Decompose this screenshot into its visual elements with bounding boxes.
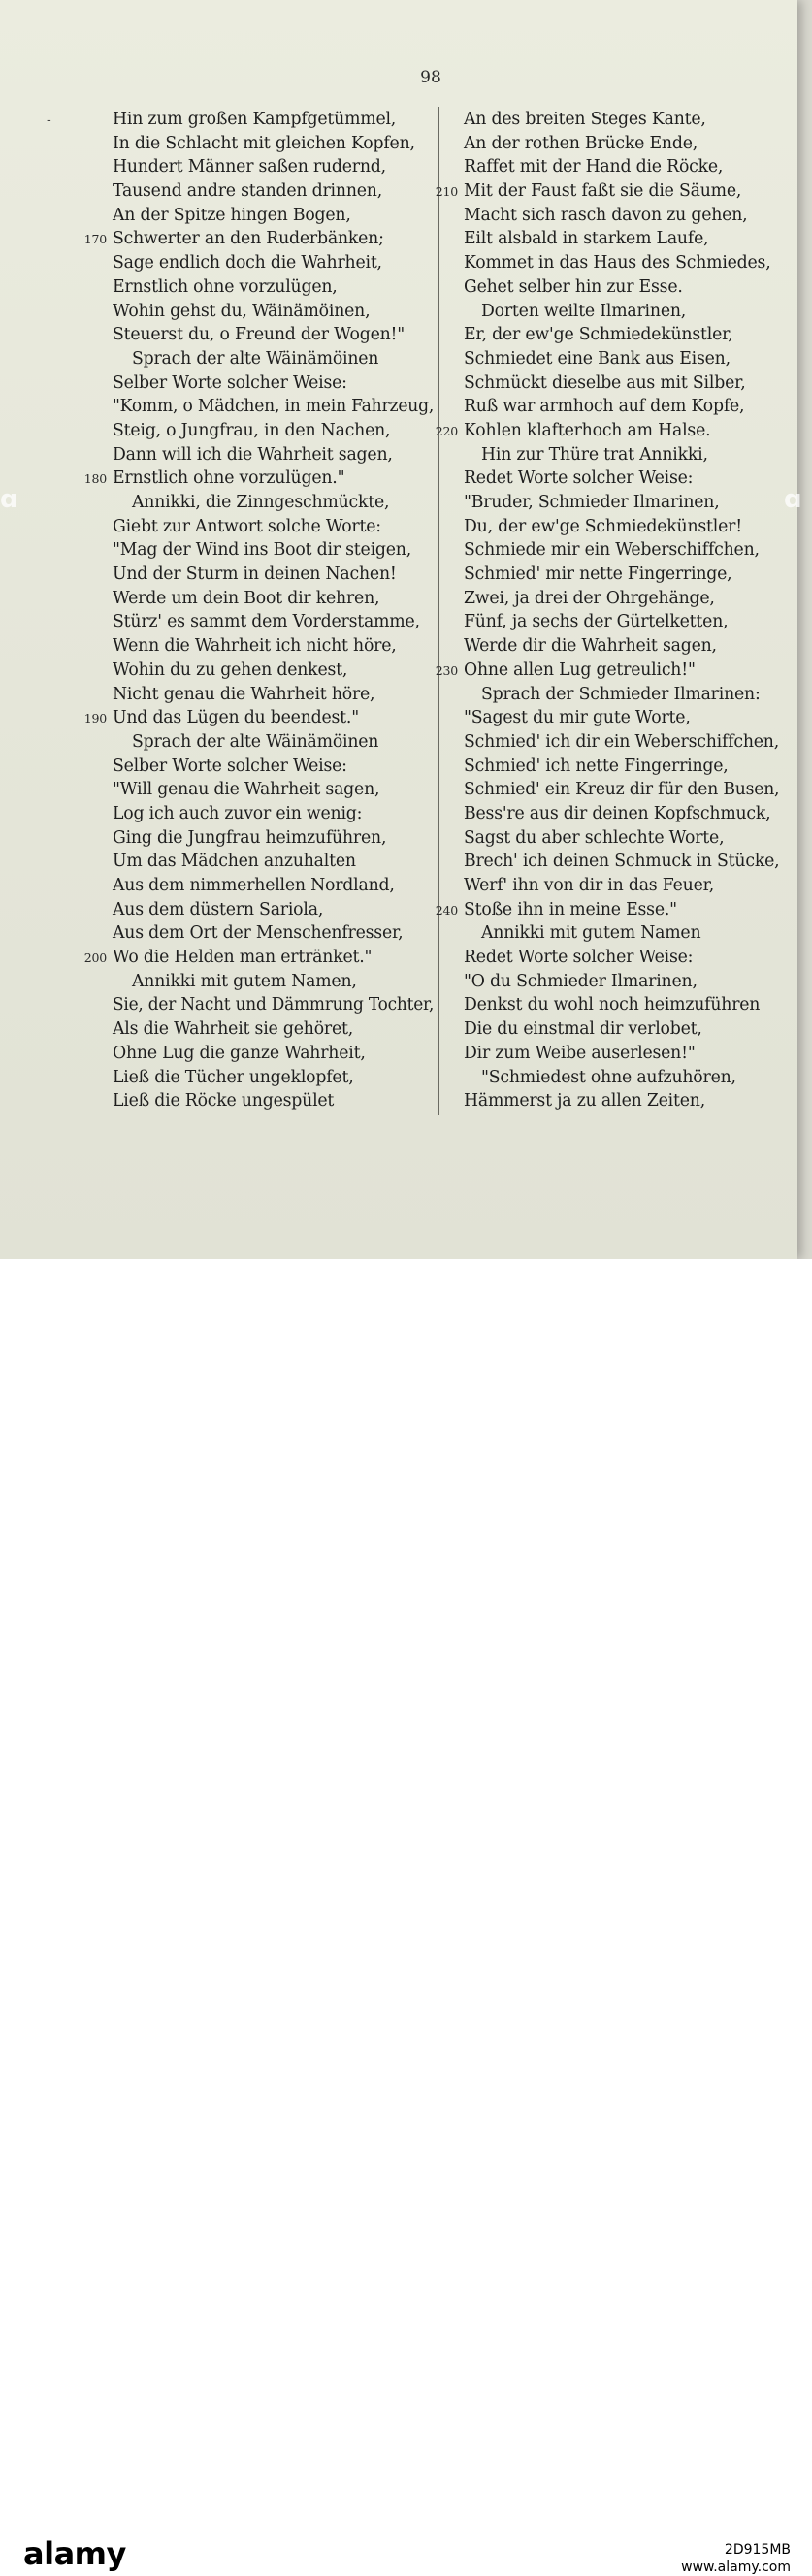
left-text-column: [50, 108, 434, 1113]
verse-line: [444, 300, 779, 324]
verse-text: Schmied' ich nette Fingerringe,: [464, 756, 729, 776]
verse-line: [50, 993, 434, 1017]
verse-line: [444, 1089, 779, 1113]
verse-line: [444, 826, 779, 851]
verse-text: Aus dem nimmerhellen Nordland,: [113, 876, 395, 895]
verse-text: Werde um dein Boot dir kehren,: [113, 588, 380, 608]
verse-line: [444, 395, 779, 419]
verse-text: Raffet mit der Hand die Röcke,: [464, 157, 724, 177]
verse-line: [444, 970, 779, 994]
verse-line: [50, 683, 434, 707]
verse-line: [50, 659, 434, 683]
verse-line: [50, 347, 434, 371]
verse-line: [444, 874, 779, 898]
verse-text: Schmied' mir nette Fingerringe,: [464, 564, 732, 585]
verse-line: [50, 108, 434, 132]
verse-line: [444, 323, 779, 347]
verse-line: [50, 563, 434, 587]
verse-line: [50, 921, 434, 946]
line-number: 220: [435, 423, 458, 438]
verse-text: Wenn die Wahrheit ich nicht höre,: [113, 636, 397, 657]
verse-text: Wohin gehst du, Wäinämöinen,: [113, 301, 371, 321]
line-number: 180: [83, 471, 107, 487]
verse-text: Sie, der Nacht und Dämmrung Tochter,: [113, 995, 435, 1015]
line-number: 170: [83, 232, 107, 247]
verse-text: Kohlen klafterhoch am Halse.: [464, 420, 711, 440]
verse-text: Ernstlich ohne vorzulügen,: [113, 276, 338, 297]
verse-line: [50, 587, 434, 611]
verse-line: [444, 993, 779, 1017]
verse-line: [444, 706, 779, 730]
verse-text: Redet Worte solcher Weise:: [464, 948, 694, 968]
verse-text: Annikki mit gutem Namen: [481, 923, 701, 944]
stock-logo: alamy: [23, 2535, 126, 2572]
verse-text: Fünf, ja sechs der Gürtelketten,: [464, 612, 729, 632]
verse-line: [50, 227, 434, 251]
verse-line: [50, 275, 434, 300]
verse-line: [50, 132, 434, 156]
verse-line: [444, 1042, 779, 1066]
verse-text: Hin zur Thüre trat Annikki,: [481, 444, 708, 465]
verse-line: [444, 204, 779, 228]
verse-text: Dann will ich die Wahrheit sagen,: [113, 444, 393, 465]
verse-line: [50, 251, 434, 275]
verse-line: [50, 610, 434, 634]
verse-text: Und der Sturm in deinen Nachen!: [113, 564, 397, 585]
verse-text: Und das Lügen du beendest.": [113, 708, 359, 728]
verse-line: [50, 155, 434, 179]
verse-text: Als die Wahrheit sie gehöret,: [113, 1019, 354, 1040]
verse-text: Ging die Jungfrau heimzuführen,: [113, 827, 387, 848]
verse-text: Sagst du aber schlechte Worte,: [464, 827, 725, 848]
verse-line: [444, 946, 779, 970]
verse-line: [50, 300, 434, 324]
verse-line: [50, 898, 434, 922]
verse-line: [444, 1066, 779, 1090]
verse-line: [50, 443, 434, 467]
verse-text: Ruß war armhoch auf dem Kopfe,: [464, 397, 745, 417]
verse-line: [435, 419, 779, 443]
verse-text: Annikki mit gutem Namen,: [132, 971, 357, 991]
verse-text: Bess're aus dir deinen Kopfschmuck,: [464, 803, 771, 823]
verse-text: Ernstlich ohne vorzulügen.": [113, 468, 345, 489]
verse-line: [444, 132, 779, 156]
verse-text: In die Schlacht mit gleichen Kopfen,: [113, 133, 415, 153]
verse-text: An der rothen Brücke Ende,: [464, 133, 698, 153]
verse-text: Die du einstmal dir verlobet,: [464, 1019, 702, 1040]
verse-line: [50, 1089, 434, 1113]
verse-line: [50, 419, 434, 443]
verse-line: [444, 755, 779, 779]
stock-footer: [0, 1259, 812, 2575]
verse-line: [444, 1017, 779, 1042]
verse-text: Schmied' ein Kreuz dir für den Busen,: [464, 780, 780, 800]
verse-line: [444, 683, 779, 707]
verse-line: [444, 251, 779, 275]
verse-text: Dir zum Weibe auserlesen!": [464, 1043, 696, 1063]
verse-text: Wohin du zu gehen denkest,: [113, 660, 348, 680]
verse-text: Sprach der Schmieder Ilmarinen:: [481, 684, 761, 704]
verse-line: [50, 1017, 434, 1042]
verse-text: Redet Worte solcher Weise:: [464, 468, 694, 489]
line-number: 190: [83, 711, 107, 726]
verse-text: Schmiedet eine Bank aus Eisen,: [464, 348, 731, 369]
verse-line: [444, 634, 779, 659]
verse-line: [444, 730, 779, 755]
verse-line: [444, 443, 779, 467]
verse-text: Zwei, ja drei der Ohrgehänge,: [464, 588, 715, 608]
verse-line: [444, 778, 779, 802]
verse-line: [444, 227, 779, 251]
verse-text: Hin zum großen Kampfgetümmel,: [113, 110, 397, 129]
stock-image-info: [681, 2541, 791, 2576]
verse-text: Tausend andre standen drinnen,: [113, 181, 382, 202]
verse-text: Hämmerst ja zu allen Zeiten,: [464, 1091, 705, 1111]
verse-text: Gehet selber hin zur Esse.: [464, 276, 683, 297]
verse-text: Ließ die Tücher ungeklopfet,: [113, 1067, 354, 1087]
verse-text: Schmückt dieselbe aus mit Silber,: [464, 372, 746, 393]
verse-text: Nicht genau die Wahrheit höre,: [113, 684, 375, 704]
verse-text: Eilt alsbald in starkem Laufe,: [464, 229, 709, 249]
verse-text: "Schmiedest ohne aufzuhören,: [481, 1067, 736, 1087]
verse-line: [444, 802, 779, 826]
verse-line: [50, 850, 434, 874]
verse-text: "Bruder, Schmieder Ilmarinen,: [464, 493, 720, 512]
verse-line: [50, 730, 434, 755]
verse-text: Sage endlich doch die Wahrheit,: [113, 253, 382, 274]
stock-image-id: 2D915MB: [724, 2542, 791, 2558]
stock-site-url: www.alamy.com: [681, 2560, 791, 2575]
verse-text: Aus dem düstern Sariola,: [113, 899, 324, 919]
verse-line: [444, 371, 779, 396]
verse-line: [50, 179, 434, 204]
verse-text: Annikki, die Zinngeschmückte,: [132, 493, 390, 512]
verse-line: [444, 610, 779, 634]
verse-line: [50, 323, 434, 347]
verse-text: "Mag der Wind ins Boot dir steigen,: [113, 540, 412, 561]
verse-text: An des breiten Steges Kante,: [464, 110, 706, 129]
verse-text: Stürz' es sammt dem Vorderstamme,: [113, 612, 420, 632]
verse-text: Ohne Lug die ganze Wahrheit,: [113, 1043, 366, 1063]
verse-line: [444, 921, 779, 946]
verse-text: Werde dir die Wahrheit sagen,: [464, 636, 717, 657]
verse-text: Ohne allen Lug getreulich!": [464, 660, 696, 680]
verse-line: [50, 371, 434, 396]
verse-line: [50, 970, 434, 994]
verse-text: Schmiede mir ein Weberschiffchen,: [464, 540, 760, 561]
verse-text: Macht sich rasch davon zu gehen,: [464, 205, 748, 225]
verse-line: [444, 563, 779, 587]
verse-line: [50, 491, 434, 515]
verse-text: Stoße ihn in meine Esse.": [464, 899, 677, 919]
verse-text: Denkst du wohl noch heimzuführen: [464, 995, 761, 1015]
verse-text: Werf' ihn von dir in das Feuer,: [464, 876, 715, 895]
verse-line: [444, 467, 779, 491]
verse-line: [50, 874, 434, 898]
watermark-fragment: ɑ: [784, 485, 802, 514]
verse-line: [444, 108, 779, 132]
line-number: 210: [435, 184, 458, 200]
verse-line: [435, 179, 779, 204]
verse-line: [444, 587, 779, 611]
verse-line: [50, 538, 434, 563]
right-text-column: [435, 108, 780, 1113]
verse-text: Selber Worte solcher Weise:: [113, 756, 347, 776]
verse-line: [50, 826, 434, 851]
page-number: 98: [420, 68, 441, 87]
verse-text: Steig, o Jungfrau, in den Nachen,: [113, 420, 391, 440]
verse-text: Dorten weilte Ilmarinen,: [481, 301, 687, 321]
verse-text: Sprach der alte Wäinämöinen: [132, 731, 379, 752]
verse-text: Um das Mädchen anzuhalten: [113, 852, 356, 872]
verse-line: [50, 467, 434, 491]
verse-line: [50, 204, 434, 228]
verse-line: [444, 515, 779, 539]
verse-text: Hundert Männer saßen rudernd,: [113, 157, 386, 177]
verse-text: "Sagest du mir gute Worte,: [464, 708, 691, 728]
verse-text: Mit der Faust faßt sie die Säume,: [464, 181, 742, 202]
column-divider: [438, 107, 439, 1115]
verse-text: "Komm, o Mädchen, in mein Fahrzeug,: [113, 397, 435, 417]
verse-text: Du, der ew'ge Schmiedekünstler!: [464, 516, 742, 536]
verse-text: Selber Worte solcher Weise:: [113, 372, 347, 393]
verse-text: Steuerst du, o Freund der Wogen!": [113, 325, 406, 345]
book-page: [0, 0, 797, 1259]
verse-line: [50, 515, 434, 539]
verse-text: "O du Schmieder Ilmarinen,: [464, 971, 698, 991]
verse-line: [444, 538, 779, 563]
line-number: 200: [83, 950, 107, 966]
verse-line: [50, 706, 434, 730]
margin-dash: -: [47, 113, 51, 128]
verse-line: [444, 347, 779, 371]
verse-text: "Will genau die Wahrheit sagen,: [113, 780, 380, 800]
verse-text: An der Spitze hingen Bogen,: [113, 205, 351, 225]
verse-line: [50, 395, 434, 419]
verse-text: Wo die Helden man ertränket.": [113, 948, 373, 968]
verse-line: [50, 946, 434, 970]
verse-line: [50, 1042, 434, 1066]
verse-text: Sprach der alte Wäinämöinen: [132, 348, 379, 369]
verse-line: [444, 850, 779, 874]
scanned-page-photo: [0, 0, 812, 1259]
verse-line: [50, 778, 434, 802]
verse-text: Brech' ich deinen Schmuck in Stücke,: [464, 852, 780, 872]
verse-text: Giebt zur Antwort solche Worte:: [113, 516, 381, 536]
verse-line: [50, 634, 434, 659]
verse-text: Er, der ew'ge Schmiedekünstler,: [464, 325, 733, 345]
verse-text: Ließ die Röcke ungespület: [113, 1091, 335, 1111]
verse-text: Log ich auch zuvor ein wenig:: [113, 803, 363, 823]
verse-text: Kommet in das Haus des Schmiedes,: [464, 253, 771, 274]
verse-line: [435, 659, 779, 683]
line-number: 230: [435, 662, 458, 678]
verse-text: Aus dem Ort der Menschenfresser,: [113, 923, 404, 944]
watermark-fragment: ɑ: [0, 485, 18, 514]
verse-line: [444, 155, 779, 179]
verse-line: [50, 1066, 434, 1090]
verse-line: [444, 275, 779, 300]
verse-line: [50, 755, 434, 779]
verse-line: [50, 802, 434, 826]
verse-text: Schwerter an den Ruderbänken;: [113, 229, 384, 249]
verse-line: [435, 898, 779, 922]
verse-text: Schmied' ich dir ein Weberschiffchen,: [464, 731, 780, 752]
verse-line: [444, 491, 779, 515]
line-number: 240: [435, 902, 458, 918]
